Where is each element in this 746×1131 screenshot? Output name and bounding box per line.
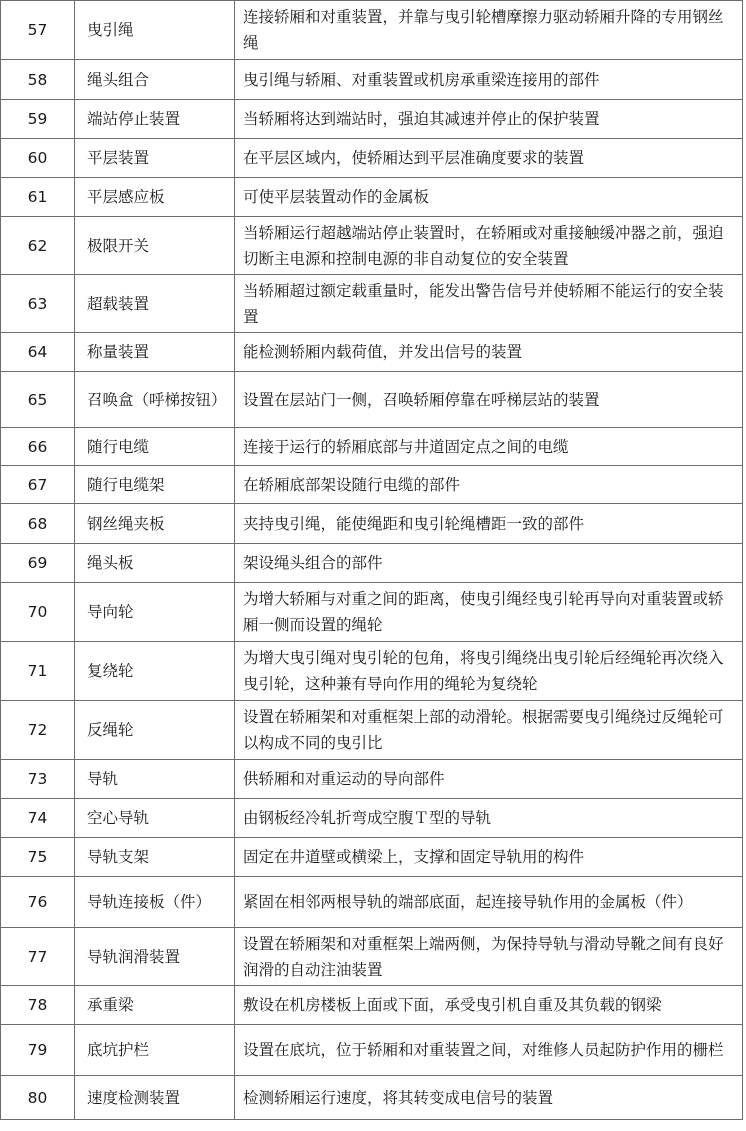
term-name: 超载装置	[75, 275, 235, 333]
table-row	[1, 275, 743, 333]
term-definition: 设置在底坑，位于轿厢和对重装置之间，对维修人员起防护作用的栅栏	[235, 1025, 743, 1076]
term-definition: 曳引绳与轿厢、对重装置或机房承重梁连接用的部件	[235, 60, 743, 100]
row-number: 67	[1, 466, 75, 504]
table-row	[1, 466, 743, 504]
term-definition: 夹持曳引绳，能使绳距和曳引轮绳槽距一致的部件	[235, 504, 743, 544]
term-name: 导轨	[75, 760, 235, 799]
row-number: 57	[1, 1, 75, 60]
row-number: 60	[1, 139, 75, 178]
row-number: 72	[1, 701, 75, 760]
table-row	[1, 799, 743, 838]
term-name: 钢丝绳夹板	[75, 504, 235, 544]
table-row	[1, 333, 743, 372]
term-definition: 固定在井道壁或横梁上，支撑和固定导轨用的构件	[235, 838, 743, 877]
term-definition: 连接于运行的轿厢底部与井道固定点之间的电缆	[235, 428, 743, 466]
term-name: 曳引绳	[75, 1, 235, 60]
term-name: 承重梁	[75, 986, 235, 1025]
term-definition: 敷设在机房楼板上面或下面，承受曳引机自重及其负载的钢梁	[235, 986, 743, 1025]
term-definition: 能检测轿厢内载荷值，并发出信号的装置	[235, 333, 743, 372]
term-name: 导轨润滑装置	[75, 928, 235, 986]
row-number: 78	[1, 986, 75, 1025]
row-number: 65	[1, 372, 75, 428]
term-name: 导轨支架	[75, 838, 235, 877]
term-name: 平层装置	[75, 139, 235, 178]
term-definition: 当轿厢将达到端站时，强迫其减速并停止的保护装置	[235, 100, 743, 139]
row-number: 61	[1, 178, 75, 217]
table-row	[1, 100, 743, 139]
row-number: 75	[1, 838, 75, 877]
table-row	[1, 544, 743, 583]
term-name: 极限开关	[75, 217, 235, 275]
table-row	[1, 986, 743, 1025]
table-row	[1, 642, 743, 701]
term-name: 导轨连接板（件）	[75, 877, 235, 928]
table-row	[1, 139, 743, 178]
term-definition: 在平层区域内，使轿厢达到平层准确度要求的装置	[235, 139, 743, 178]
term-definition: 设置在轿厢架和对重框架上部的动滑轮。根据需要曳引绳绕过反绳轮可以构成不同的曳引比	[235, 701, 743, 760]
table-row	[1, 60, 743, 100]
term-name: 空心导轨	[75, 799, 235, 838]
term-name: 端站停止装置	[75, 100, 235, 139]
table-row	[1, 838, 743, 877]
row-number: 77	[1, 928, 75, 986]
term-definition: 可使平层装置动作的金属板	[235, 178, 743, 217]
row-number: 80	[1, 1076, 75, 1120]
row-number: 59	[1, 100, 75, 139]
term-definition: 供轿厢和对重运动的导向部件	[235, 760, 743, 799]
term-name: 称量装置	[75, 333, 235, 372]
term-definition: 当轿厢超过额定载重量时，能发出警告信号并使轿厢不能运行的安全装置	[235, 275, 743, 333]
table-row	[1, 1025, 743, 1076]
table-row	[1, 1076, 743, 1120]
row-number: 73	[1, 760, 75, 799]
row-number: 71	[1, 642, 75, 701]
row-number: 62	[1, 217, 75, 275]
term-name: 随行电缆架	[75, 466, 235, 504]
term-definition: 架设绳头组合的部件	[235, 544, 743, 583]
term-name: 反绳轮	[75, 701, 235, 760]
row-number: 68	[1, 504, 75, 544]
term-name: 底坑护栏	[75, 1025, 235, 1076]
term-definition: 检测轿厢运行速度，将其转变成电信号的装置	[235, 1076, 743, 1120]
term-definition: 为增大曳引绳对曳引轮的包角，将曳引绳绕出曳引轮后经绳轮再次绕入曳引轮，这种兼有导向作用的绳轮为复绕轮	[235, 642, 743, 701]
row-number: 66	[1, 428, 75, 466]
table-row	[1, 1, 743, 60]
table-row	[1, 372, 743, 428]
term-name: 速度检测装置	[75, 1076, 235, 1120]
row-number: 64	[1, 333, 75, 372]
term-name: 导向轮	[75, 583, 235, 642]
term-name: 绳头组合	[75, 60, 235, 100]
row-number: 74	[1, 799, 75, 838]
term-definition: 当轿厢运行超越端站停止装置时，在轿厢或对重接触缓冲器之前，强迫切断主电源和控制电源的非自动复位的安全装置	[235, 217, 743, 275]
row-number: 63	[1, 275, 75, 333]
table-row	[1, 217, 743, 275]
row-number: 70	[1, 583, 75, 642]
term-name: 随行电缆	[75, 428, 235, 466]
term-definition: 设置在轿厢架和对重框架上端两侧，为保持导轨与滑动导靴之间有良好润滑的自动注油装置	[235, 928, 743, 986]
table-row	[1, 928, 743, 986]
row-number: 69	[1, 544, 75, 583]
term-definition: 紧固在相邻两根导轨的端部底面，起连接导轨作用的金属板（件）	[235, 877, 743, 928]
table-row	[1, 583, 743, 642]
row-number: 79	[1, 1025, 75, 1076]
term-definition: 连接轿厢和对重装置，并靠与曳引轮槽摩擦力驱动轿厢升降的专用钢丝绳	[235, 1, 743, 60]
term-definition: 为增大轿厢与对重之间的距离，使曳引绳经曳引轮再导向对重装置或轿厢一侧而设置的绳轮	[235, 583, 743, 642]
term-name: 平层感应板	[75, 178, 235, 217]
term-definition: 设置在层站门一侧，召唤轿厢停靠在呼梯层站的装置	[235, 372, 743, 428]
term-name: 绳头板	[75, 544, 235, 583]
row-number: 76	[1, 877, 75, 928]
table-row	[1, 504, 743, 544]
table-row	[1, 877, 743, 928]
term-name: 复绕轮	[75, 642, 235, 701]
table-row	[1, 701, 743, 760]
terms-body	[1, 1, 743, 1120]
table-row	[1, 760, 743, 799]
table-row	[1, 428, 743, 466]
term-definition: 由钢板经冷轧折弯成空腹Ｔ型的导轨	[235, 799, 743, 838]
table-row	[1, 178, 743, 217]
term-definition: 在轿厢底部架设随行电缆的部件	[235, 466, 743, 504]
term-name: 召唤盒（呼梯按钮）	[75, 372, 235, 428]
row-number: 58	[1, 60, 75, 100]
